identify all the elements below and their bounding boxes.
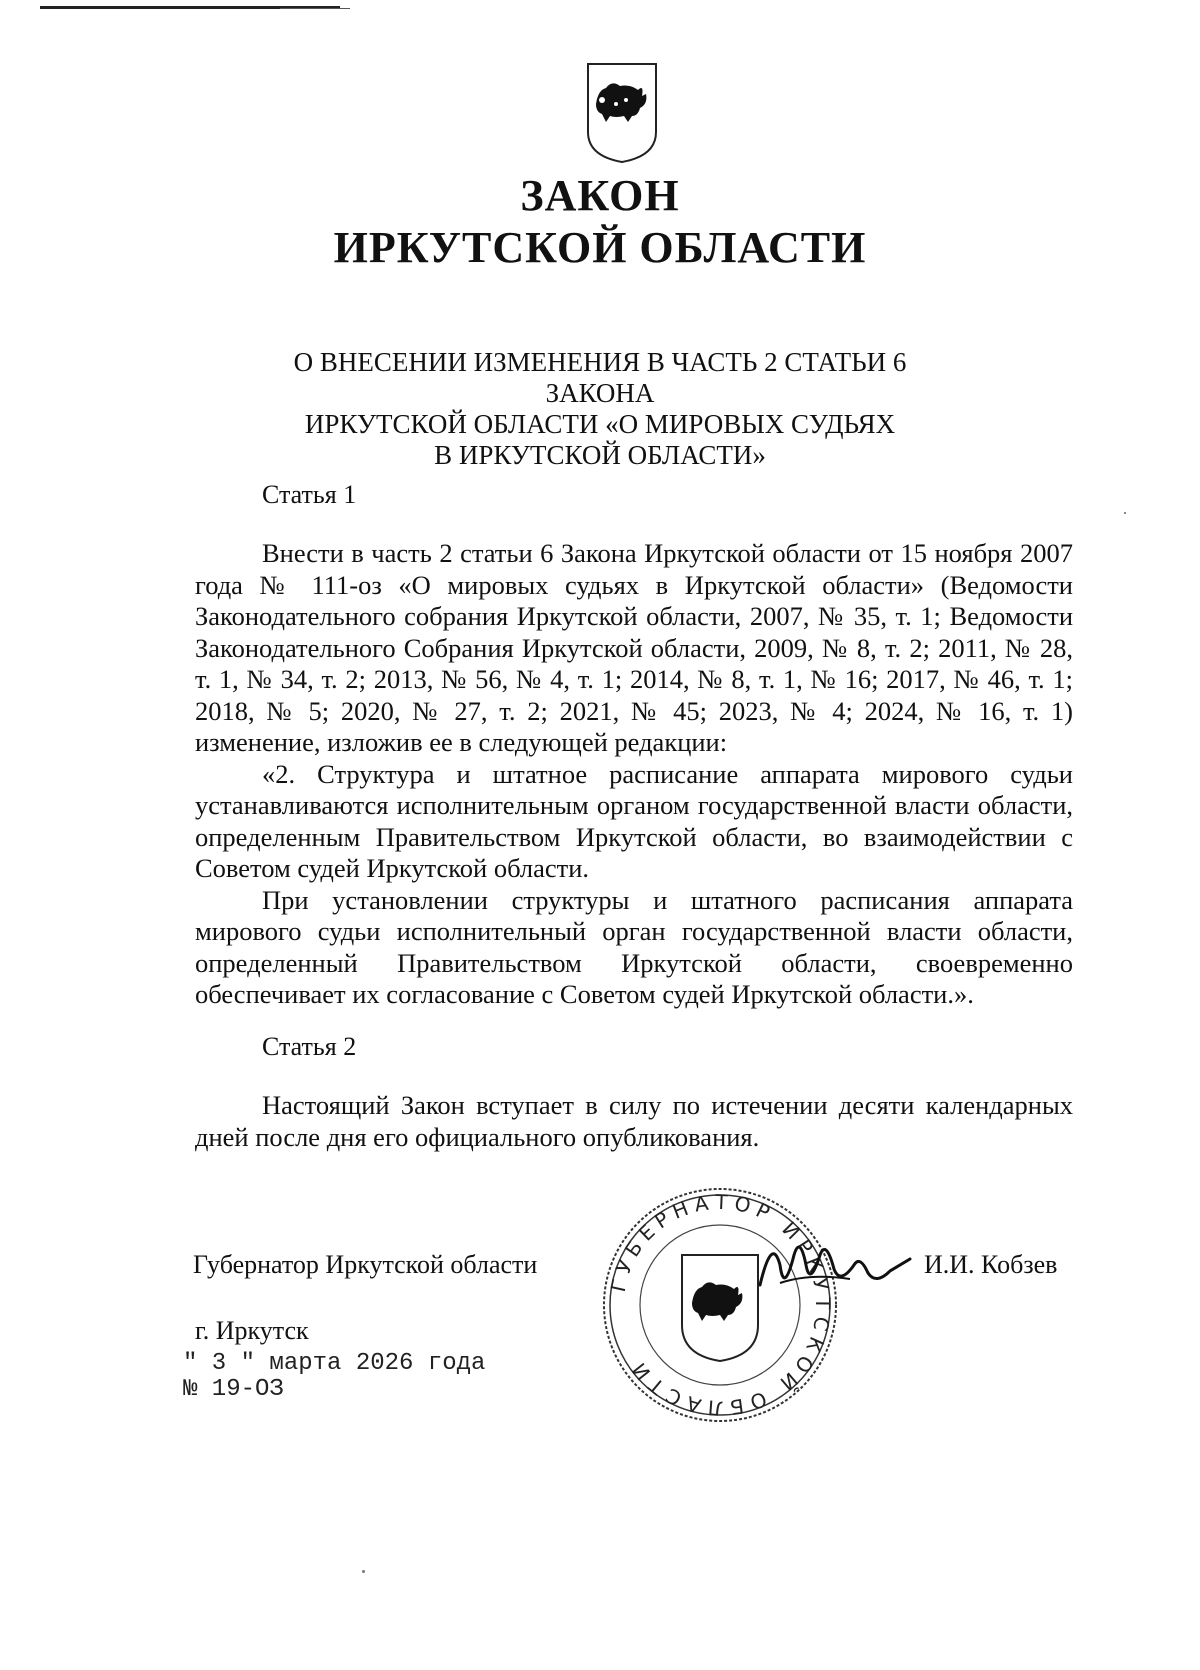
signatory-position: Губернатор Иркутской области: [193, 1250, 538, 1279]
scan-speck: [362, 1570, 365, 1573]
article-2-heading: Статья 2: [262, 1032, 357, 1061]
subject-line: О ВНЕСЕНИИ ИЗМЕНЕНИЯ В ЧАСТЬ 2 СТАТЬИ 6 ЗАКОНА: [293, 347, 907, 408]
irkutsk-coat-of-arms-icon: [582, 60, 662, 166]
article-1-paragraph: При установлении структуры и штатного расписания аппарата мирового судьи исполнительный орган государственной власти области, определенный Правительством Иркутской области, своевременно обеспечивает их согласование с Советом судей Иркутской области.».: [195, 884, 1073, 1009]
document-title-region: ИРКУТСКОЙ ОБЛАСТИ: [333, 223, 867, 272]
signing-date: " 3 " марта 2026 года: [183, 1350, 486, 1377]
article-1-paragraph: Внести в часть 2 статьи 6 Закона Иркутской области от 15 ноября 2007 года № 111-оз «О мировых судьях в Иркутской области» (Ведомости Законодательного собрания Иркутской области, 2007, № 35, т. 1; Ведомости Законодательного Собрания Иркутской области, 2009, № 8, т. 2; 2011, № 28, т. 1, № 34, т. 2; 2013, № 56, № 4, т. 1; 2014, № 8, т. 1, № 16; 2017, № 46, т. 1; 2018, № 5; 2020, № 27, т. 2; 2021, № 45; 2023, № 4; 2024, № 16, т. 1) изменение, изложив ее в следующей редакции:: [195, 538, 1073, 757]
official-seal-icon: [600, 1185, 840, 1425]
article-2-body: [195, 1090, 1073, 1153]
scan-speck: [1124, 512, 1126, 514]
subject-line: В ИРКУТСКОЙ ОБЛАСТИ»: [434, 440, 766, 470]
signing-city: г. Иркутск: [195, 1316, 309, 1345]
article-1-heading: Статья 1: [262, 480, 357, 509]
scan-artifact-line: [280, 8, 350, 9]
seal-text: ГУБЕРНАТОР ИРКУТСКОЙ ОБЛАСТИ: [605, 1189, 836, 1421]
signatory-name: И.И. Кобзев: [924, 1250, 1058, 1279]
article-1-paragraph: «2. Структура и штатное расписание аппарата мирового судьи устанавливаются исполнительным органом государственной власти области, определенным Правительством Иркутской области, во взаимодействии с Советом судей Иркутской области.: [195, 758, 1073, 883]
article-2-paragraph: Настоящий Закон вступает в силу по истечении десяти календарных дней после дня его официального опубликования.: [195, 1090, 1073, 1152]
article-1-body: [195, 538, 1073, 1011]
subject-line: ИРКУТСКОЙ ОБЛАСТИ «О МИРОВЫХ СУДЬЯХ: [304, 409, 896, 439]
law-subject: [240, 347, 960, 471]
law-number: № 19-ОЗ: [183, 1376, 284, 1403]
document-title: ЗАКОН: [520, 171, 680, 220]
signature-mark: [750, 1225, 915, 1305]
